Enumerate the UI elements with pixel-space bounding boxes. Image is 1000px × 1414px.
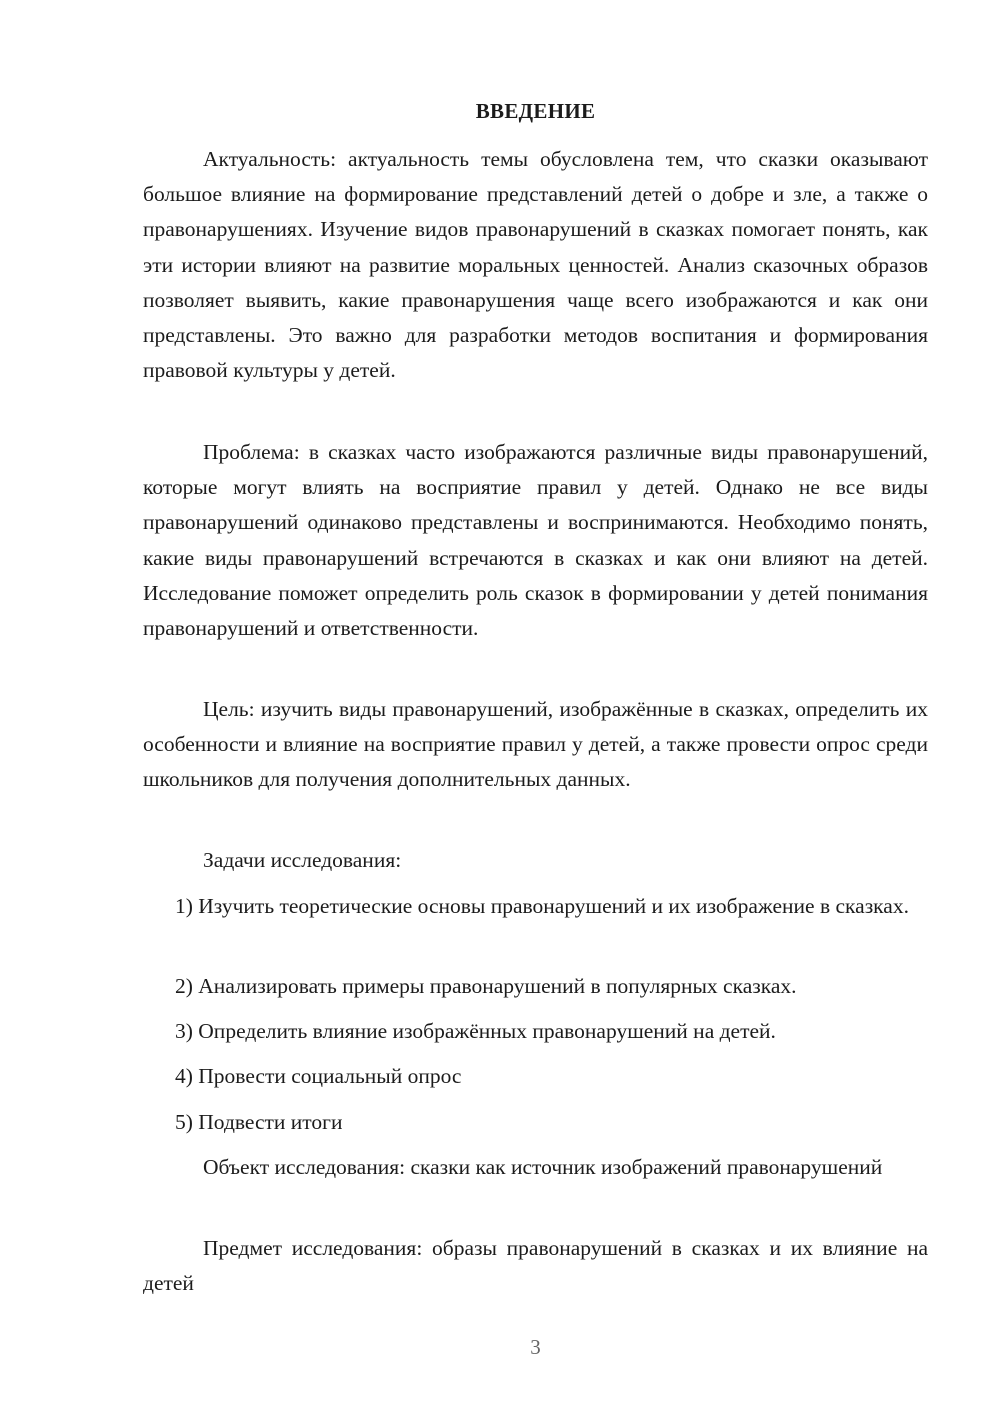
object-paragraph: Объект исследования: сказки как источник изображений правонарушений	[203, 1155, 883, 1179]
document-page	[143, 0, 928, 1414]
task-item: 5) Подвести итоги	[175, 1110, 343, 1134]
page-number: 3	[530, 1335, 541, 1359]
task-item: 1) Изучить теоретические основы правонарушений и их изображение в сказках.	[175, 894, 909, 918]
subject-paragraph: Предмет исследования: образы правонарушений в сказках и их влияние на детей	[143, 1236, 928, 1296]
problem-paragraph: Проблема: в сказках часто изображаются различные виды правонарушений, которые могут влиять на восприятие правил у детей. Однако не все виды правонарушений одинаково представлены и воспринимаются. Необходимо понять, какие виды правонарушений встречаются в сказках и как они влияют на детей. Исследование поможет определить роль сказок в формировании у детей понимания правонарушений и ответственности.	[143, 440, 928, 641]
relevance-paragraph: Актуальность: актуальность темы обусловлена тем, что сказки оказывают большое влияние на формирование представлений детей о добре и зле, а также о правонарушениях. Изучение видов правонарушений в сказках помогает понять, как эти истории влияют на развитие моральных ценностей. Анализ сказочных образов позволяет выявить, какие правонарушения чаще всего изображаются и как они представлены. Это важно для разработки методов воспитания и формирования правовой культуры у детей.	[143, 147, 928, 383]
task-item: 3) Определить влияние изображённых правонарушений на детей.	[175, 1019, 776, 1043]
task-item: 4) Провести социальный опрос	[175, 1064, 462, 1088]
page-title: ВВЕДЕНИЕ	[475, 99, 596, 123]
task-item: 2) Анализировать примеры правонарушений в популярных сказках.	[175, 974, 797, 998]
goal-paragraph: Цель: изучить виды правонарушений, изображённые в сказках, определить их особенности и влияние на восприятие правил у детей, а также провести опрос среди школьников для получения дополнительных данных.	[143, 697, 928, 792]
tasks-heading: Задачи исследования:	[203, 848, 402, 872]
